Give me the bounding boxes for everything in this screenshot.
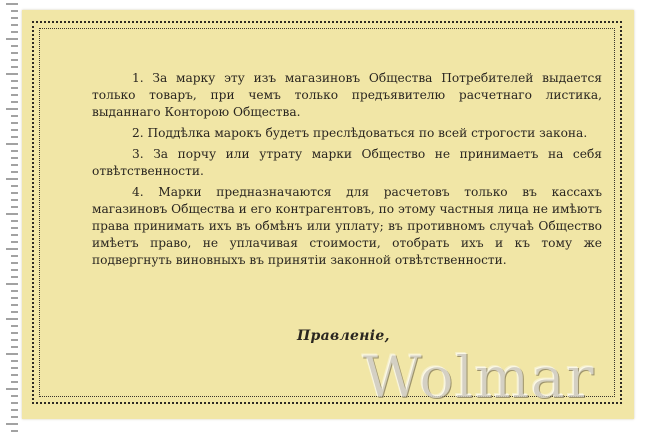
terms-text [92, 70, 602, 273]
scale-ruler [0, 0, 18, 435]
paragraph-3: 3. За порчу или утрату марки Общество не принимаетъ на себя отвѣтственности. [92, 147, 602, 178]
ruler-ticks [0, 0, 18, 435]
paragraph-4: 4. Марки предназначаются для расчетовъ только въ кассахъ магазиновъ Общества и его контрагентовъ, по этому частныя лица не имѣютъ права принимать ихъ въ обмѣнъ или уплату; въ противномъ случаѣ Общество имѣетъ право, не уплачивая стоимости, отобрать ихъ и къ тому же подвергнуть виновныхъ въ принятіи законной отвѣтственности. [92, 185, 602, 267]
signature-board: Правленіе, [297, 328, 390, 344]
paragraph-2: 2. Поддѣлка марокъ будетъ преслѣдоваться по всей строгости закона. [132, 126, 588, 140]
watermark-text: Wolmar [362, 343, 595, 411]
paragraph-1: 1. За марку эту изъ магазиновъ Общества Потребителей выдается только товаръ, при чемъ только предъявителю расчетнаго листика, выданнаго Конторою Общества. [92, 71, 602, 119]
